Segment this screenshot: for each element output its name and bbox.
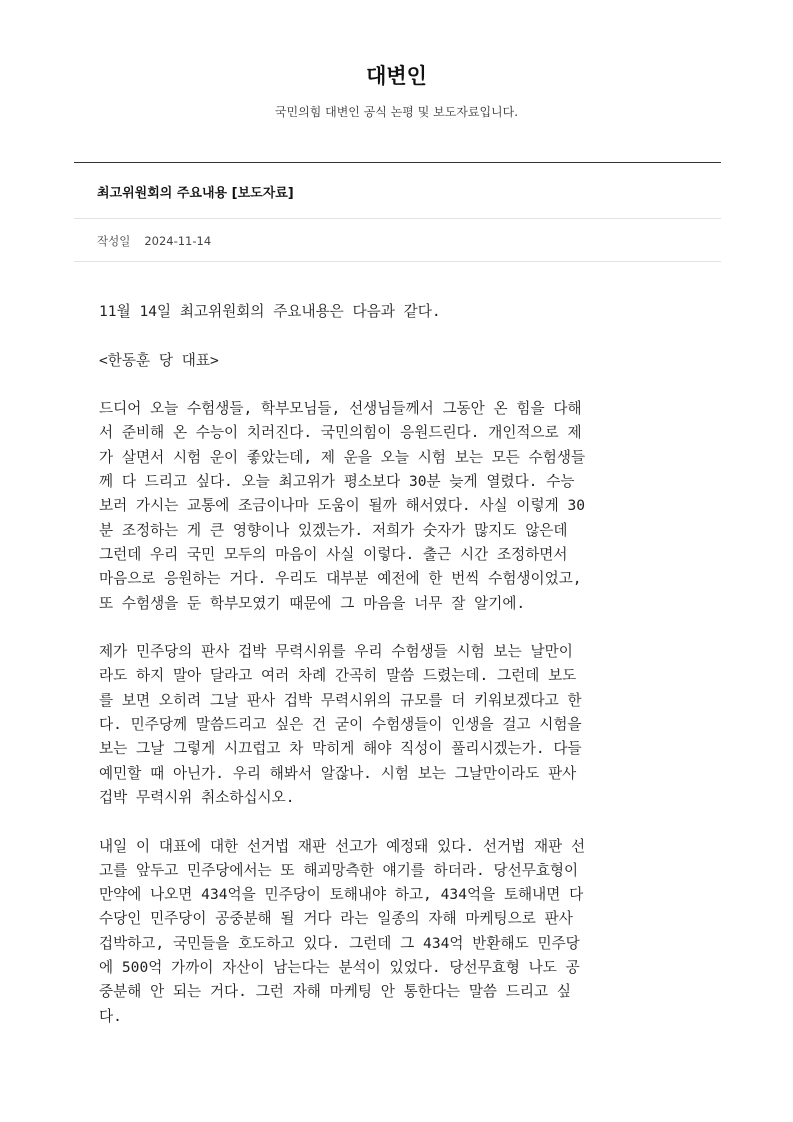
body-line: 서 준비해 온 수능이 치러진다. 국민의힘이 응원드린다. 개인적으로 제	[99, 424, 582, 442]
body-line: 께 다 드리고 싶다. 오늘 최고위가 평소보다 30분 늦게 열렸다. 수능	[99, 473, 575, 491]
body-line: 라도 하지 말아 달라고 여러 차례 간곡히 말씀 드렸는데. 그런데 보도	[99, 667, 577, 685]
body-line: 내일 이 대표에 대한 선거법 재판 선고가 예정돼 있다. 선거법 재판 선	[99, 837, 586, 855]
body-line: 드디어 오늘 수험생들, 학부모님들, 선생님들께서 그동안 온 힘을 다해	[99, 400, 582, 418]
site-title: 대변인	[366, 64, 427, 88]
body-line: 또 수험생을 둔 학부모였기 때문에 그 마음을 너무 잘 알기에.	[99, 594, 526, 612]
site-subtitle: 국민의힘 대변인 공식 논평 및 보도자료입니다.	[274, 105, 519, 119]
body-line: 11월 14일 최고위원회의 주요내용은 다음과 같다.	[99, 303, 441, 320]
body-line: 만약에 나오면 434억을 민주당이 토해내야 하고, 434억을 토해내면 다	[99, 886, 584, 904]
post-date: 2024-11-14	[144, 234, 212, 248]
body-line: 고를 앞두고 민주당에서는 또 해괴망측한 얘기를 하더라. 당선무효형이	[99, 861, 579, 879]
body-line: 겁박 무력시위 취소하십시오.	[99, 788, 295, 806]
title-divider	[74, 218, 721, 219]
article-body	[99, 300, 697, 1029]
body-line: 다.	[99, 1007, 122, 1025]
paragraph-gap	[99, 373, 697, 397]
body-line: 수당인 민주당이 공중분해 될 거다 라는 일종의 자해 마케팅으로 판사	[99, 910, 573, 928]
body-line: 제가 민주당의 판사 겁박 무력시위를 우리 수험생들 시험 보는 날만이	[99, 643, 573, 661]
body-line: 그런데 우리 국민 모두의 마음이 사실 이렇다. 출근 시간 조정하면서	[99, 545, 568, 563]
body-line: 를 보면 오히려 그날 판사 겁박 무력시위의 규모를 더 키워보겠다고 한	[99, 691, 582, 709]
meta-divider	[74, 261, 721, 262]
date-label: 작성일	[97, 234, 131, 248]
post-meta	[97, 233, 211, 249]
paragraph-gap	[99, 616, 697, 640]
body-line: 보러 가시는 교통에 조금이나마 도움이 될까 해서였다. 사실 이렇게 30	[99, 497, 586, 515]
header-divider	[74, 162, 721, 163]
body-line: 보는 그날 그렇게 시끄럽고 차 막히게 해야 직성이 풀리시겠는가. 다들	[99, 740, 582, 758]
post-title: 최고위원회의 주요내용 [보도자료]	[97, 186, 294, 201]
body-line: 마음으로 응원하는 거다. 우리도 대부분 예전에 한 번씩 수험생이었고,	[99, 570, 582, 588]
body-line: 에 500억 가까이 자산이 남는다는 분석이 있었다. 당선무효형 나도 공	[99, 959, 580, 977]
body-line: 중분해 안 되는 거다. 그런 자해 마케팅 안 통한다는 말씀 드리고 싶	[99, 983, 571, 1001]
body-line: 가 살면서 시험 운이 좋았는데, 제 운을 오늘 시험 보는 모든 수험생들	[99, 448, 586, 466]
paragraph-gap	[99, 810, 697, 834]
body-line: 분 조정하는 게 큰 영향이나 있겠는가. 저희가 숫자가 많지도 않은데	[99, 521, 568, 539]
body-line: 예민할 때 아닌가. 우리 해봐서 알잖나. 시험 보는 그날만이라도 판사	[99, 764, 577, 782]
body-line: 다. 민주당께 말씀드리고 싶은 건 굳이 수험생들이 인생을 걸고 시험을	[99, 716, 582, 734]
paragraph-gap	[99, 324, 697, 348]
body-line: 겁박하고, 국민들을 호도하고 있다. 그런데 그 434억 반환해도 민주당	[99, 934, 580, 952]
body-line: <한동훈 당 대표>	[99, 351, 219, 369]
